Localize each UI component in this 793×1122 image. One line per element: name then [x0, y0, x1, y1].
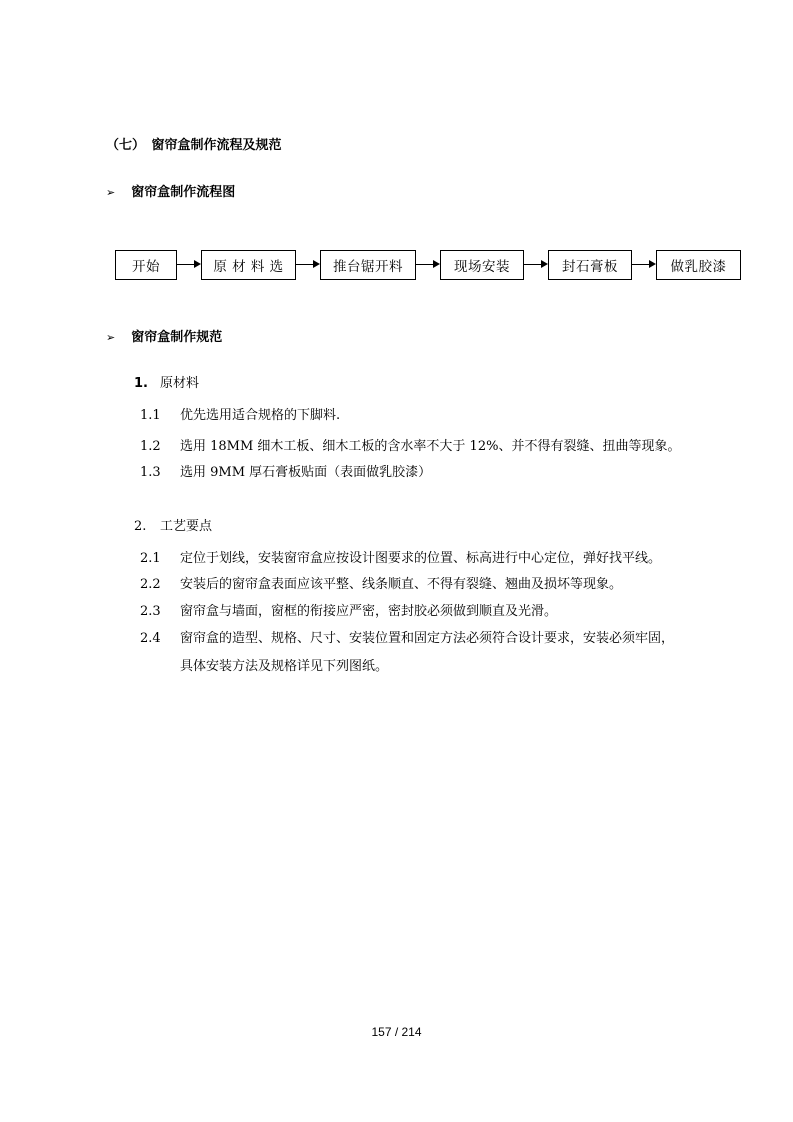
subsection-number: 2.	[134, 519, 147, 534]
spec-heading	[106, 326, 222, 345]
flow-heading	[106, 181, 235, 200]
flow-arrow-icon	[296, 264, 320, 266]
list-item-continuation: 具体安装方法及规格详见下列图纸。	[180, 659, 389, 674]
subsection-title: 工艺要点	[160, 519, 213, 534]
subsection-title: 原材料	[160, 376, 200, 391]
flow-step-gypsum: 封石膏板	[548, 250, 632, 280]
list-item: 1.3 选用 9MM 厚石膏板贴面（表面做乳胶漆）	[140, 465, 432, 480]
list-item: 2.4 窗帘盒的造型、规格、尺寸、安装位置和固定方法必须符合设计要求，安装必须牢固，	[140, 631, 675, 646]
flow-step-start: 开始	[115, 250, 177, 280]
flow-step-material: 原 材 料 选	[201, 250, 296, 280]
flow-step-cutting: 推台锯开料	[320, 250, 416, 280]
subsection-2-heading	[134, 515, 212, 534]
spec-heading-text: 窗帘盒制作规范	[131, 330, 223, 345]
list-item: 1.2 选用 18MM 细木工板、细木工板的含水率不大于 12%、并不得有裂缝、扭曲等现象。	[140, 439, 681, 454]
flow-step-install: 现场安装	[440, 250, 524, 280]
flow-heading-text: 窗帘盒制作流程图	[131, 185, 236, 200]
arrow-bullet-icon: ➢	[106, 186, 116, 199]
list-item: 2.3 窗帘盒与墙面，窗框的衔接应严密，密封胶必须做到顺直及光滑。	[140, 604, 558, 619]
flow-arrow-icon	[524, 264, 548, 266]
subsection-number: 1.	[134, 376, 148, 391]
subsection-1-heading	[134, 372, 199, 391]
list-item: 2.2 安装后的窗帘盒表面应该平整、线条顺直、不得有裂缝、翘曲及损坏等现象。	[140, 577, 623, 592]
flow-arrow-icon	[416, 264, 440, 266]
flow-arrow-icon	[177, 264, 201, 266]
section-title: （七） 窗帘盒制作流程及规范	[106, 138, 282, 153]
arrow-bullet-icon: ➢	[106, 331, 116, 344]
page-number: 157 / 214	[371, 1025, 422, 1039]
flow-step-paint: 做乳胶漆	[656, 250, 741, 280]
flow-arrow-icon	[632, 264, 656, 266]
list-item: 1.1 优先选用适合规格的下脚料.	[140, 408, 341, 423]
list-item: 2.1 定位于划线，安装窗帘盒应按设计图要求的位置、标高进行中心定位，弹好找平线。	[140, 551, 662, 566]
